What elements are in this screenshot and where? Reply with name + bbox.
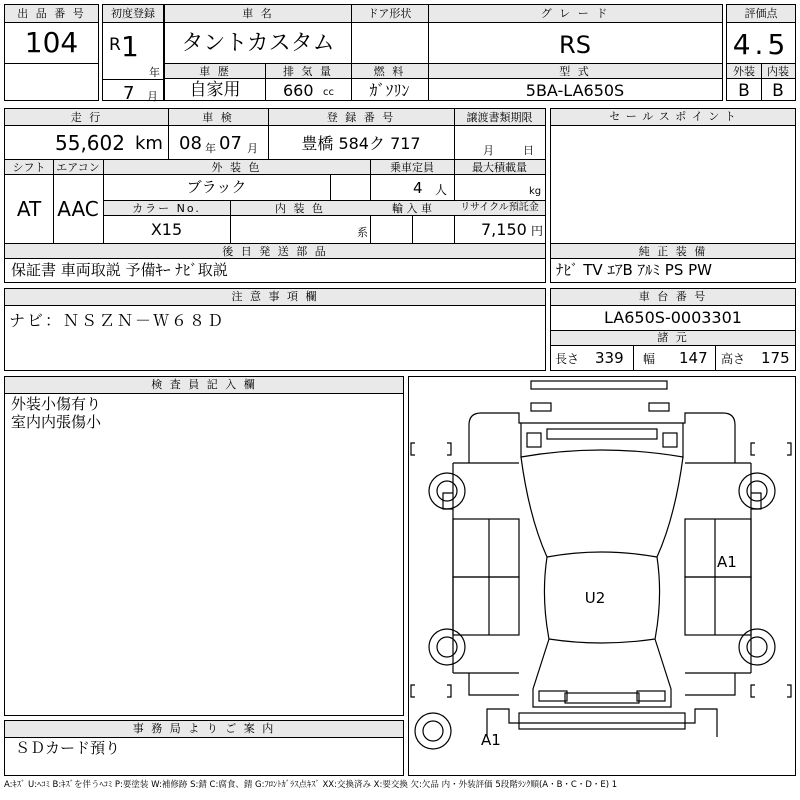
transfer-day: 日 — [523, 144, 534, 157]
reg-number: 豊橋 584ク 717 — [301, 134, 421, 153]
rating-label: 評価点 — [727, 5, 795, 23]
sales-label: セ ー ル ス ポ イ ン ト — [551, 109, 795, 126]
era: R — [109, 35, 121, 55]
width: 147 — [679, 349, 708, 367]
equip-label: 純 正 装 備 — [638, 245, 708, 258]
shift-label: シフト — [12, 161, 46, 174]
legend: A:ｷｽﾞ U:ﾍｺﾐ B:ｷｽﾞを伴うﾍｺﾐ P:要塗装 W:補修跡 S:錆 C:腐食、錆 G:ﾌﾛﾝﾄｶﾞﾗｽ点ｷｽﾞ XX:交換済み X:要交換 欠:欠品 内・外装評価 5段階ﾗﾝｸ順(A・B・C・D・E) 1 — [4, 780, 618, 790]
notes-label: 注 意 事 項 欄 — [5, 289, 545, 306]
int-label: 内装 — [767, 65, 789, 78]
year-num: 1 — [121, 30, 139, 63]
capacity-unit: 人 — [435, 183, 448, 197]
chassis-number: LA650S-0003301 — [604, 308, 742, 327]
equip-items: ﾅﾋﾞ TV ｴｱB ｱﾙﾐ PS PW — [556, 261, 712, 279]
capacity-label: 乗車定員 — [390, 161, 434, 174]
inspector-label: 検 査 員 記 入 欄 — [5, 377, 403, 394]
dims-label: 諸 元 — [551, 331, 795, 346]
color-no: X15 — [150, 220, 183, 239]
notes-box — [4, 288, 546, 371]
insp-month-unit: 月 — [247, 142, 258, 155]
chassis-label: 車 台 番 号 — [551, 289, 795, 306]
color: ブラック — [186, 178, 247, 196]
car-name: タントカスタム — [181, 31, 335, 56]
grade-label: グ レ ー ド — [540, 7, 610, 20]
month-num: 7 — [123, 83, 135, 104]
length-label: 長さ — [555, 352, 580, 366]
car-diagram-svg — [409, 377, 795, 775]
insp-year: 08 — [179, 133, 202, 154]
car-name-label: 車 名 — [242, 7, 274, 20]
damage-mark-front-left: A1 — [481, 731, 501, 749]
vehicle-details-box — [4, 108, 546, 283]
shift: AT — [16, 197, 42, 221]
month-unit: 月 — [147, 90, 158, 103]
ext-label: 外装 — [733, 65, 755, 78]
color-label: 外 装 色 — [211, 161, 262, 174]
model-label: 型 式 — [559, 65, 591, 78]
history-label: 車 歴 — [199, 65, 231, 78]
door-label: ドア形状 — [367, 7, 412, 20]
transfer-month: 月 — [483, 144, 494, 157]
fuel-label: 燃 料 — [373, 65, 406, 78]
first-reg-label: 初度登録 — [103, 5, 163, 23]
later-label: 後 日 発 送 部 品 — [222, 245, 328, 258]
height: 175 — [761, 349, 790, 367]
displacement-label: 排 気 量 — [283, 65, 333, 78]
fuel: ｶﾞｿﾘﾝ — [369, 81, 410, 100]
interior-color-label: 内 装 色 — [275, 202, 325, 215]
lot-box — [4, 4, 99, 101]
car-info-box — [164, 4, 723, 101]
rating: 4.5 — [732, 28, 790, 61]
first-registration-box — [102, 4, 164, 104]
model: 5BA-LA650S — [525, 81, 625, 100]
year-unit: 年 — [149, 66, 160, 79]
lot-number: 104 — [24, 26, 79, 59]
reg-label: 登 録 番 号 — [326, 111, 396, 124]
int-grade: B — [772, 81, 784, 101]
damage-mark-roof: U2 — [584, 589, 606, 607]
later-items: 保証書 車両取説 予備ｷｰ ﾅﾋﾞ取説 — [11, 261, 228, 279]
notes-text: ナビ：ＮＳＺＮ－Ｗ６８Ｄ — [9, 311, 226, 330]
color-no-label: カラー No. — [132, 202, 201, 215]
insp-month: 07 — [219, 133, 242, 154]
load-unit: kg — [529, 186, 542, 197]
ac: AAC — [57, 197, 99, 221]
history: 自家用 — [189, 80, 241, 100]
mileage: 55,602 — [55, 131, 125, 155]
recycle-label: リサイクル預託金 — [460, 202, 539, 213]
inspection-label: 車 検 — [202, 111, 234, 124]
recycle-unit: 円 — [531, 224, 544, 238]
sales-points-box — [550, 108, 796, 283]
grade: RS — [559, 31, 591, 59]
length: 339 — [595, 349, 624, 367]
recycle: 7,150 — [481, 220, 527, 239]
inspector-line-2: 室内内張傷小 — [11, 413, 102, 431]
damage-mark-right: A1 — [717, 553, 737, 571]
load-label: 最大積載量 — [472, 161, 527, 174]
mileage-unit: km — [135, 133, 163, 154]
inspector-box — [4, 376, 404, 716]
displacement-unit: cc — [323, 87, 334, 98]
import-label: 輸 入 車 — [392, 202, 432, 215]
inspector-line-1: 外装小傷有り — [11, 395, 102, 413]
mileage-label: 走 行 — [70, 111, 103, 124]
interior-suffix: 系 — [357, 226, 368, 239]
width-label: 幅 — [643, 352, 656, 366]
transfer-label: 譲渡書類期限 — [466, 111, 533, 124]
car-diagram — [408, 376, 796, 776]
rating-box — [726, 4, 796, 101]
office-box — [4, 720, 404, 776]
insp-year-unit: 年 — [205, 142, 216, 155]
office-text: ＳＤカード預り — [15, 739, 121, 757]
office-label: 事 務 局 よ り ご 案 内 — [5, 721, 403, 738]
chassis-box — [550, 288, 796, 371]
ac-label: エアコン — [56, 161, 100, 174]
height-label: 高さ — [721, 352, 746, 366]
displacement: 660 — [283, 81, 314, 100]
capacity: 4 — [413, 179, 423, 197]
lot-label: 出 品 番 号 — [5, 5, 98, 23]
ext-grade: B — [738, 81, 750, 101]
